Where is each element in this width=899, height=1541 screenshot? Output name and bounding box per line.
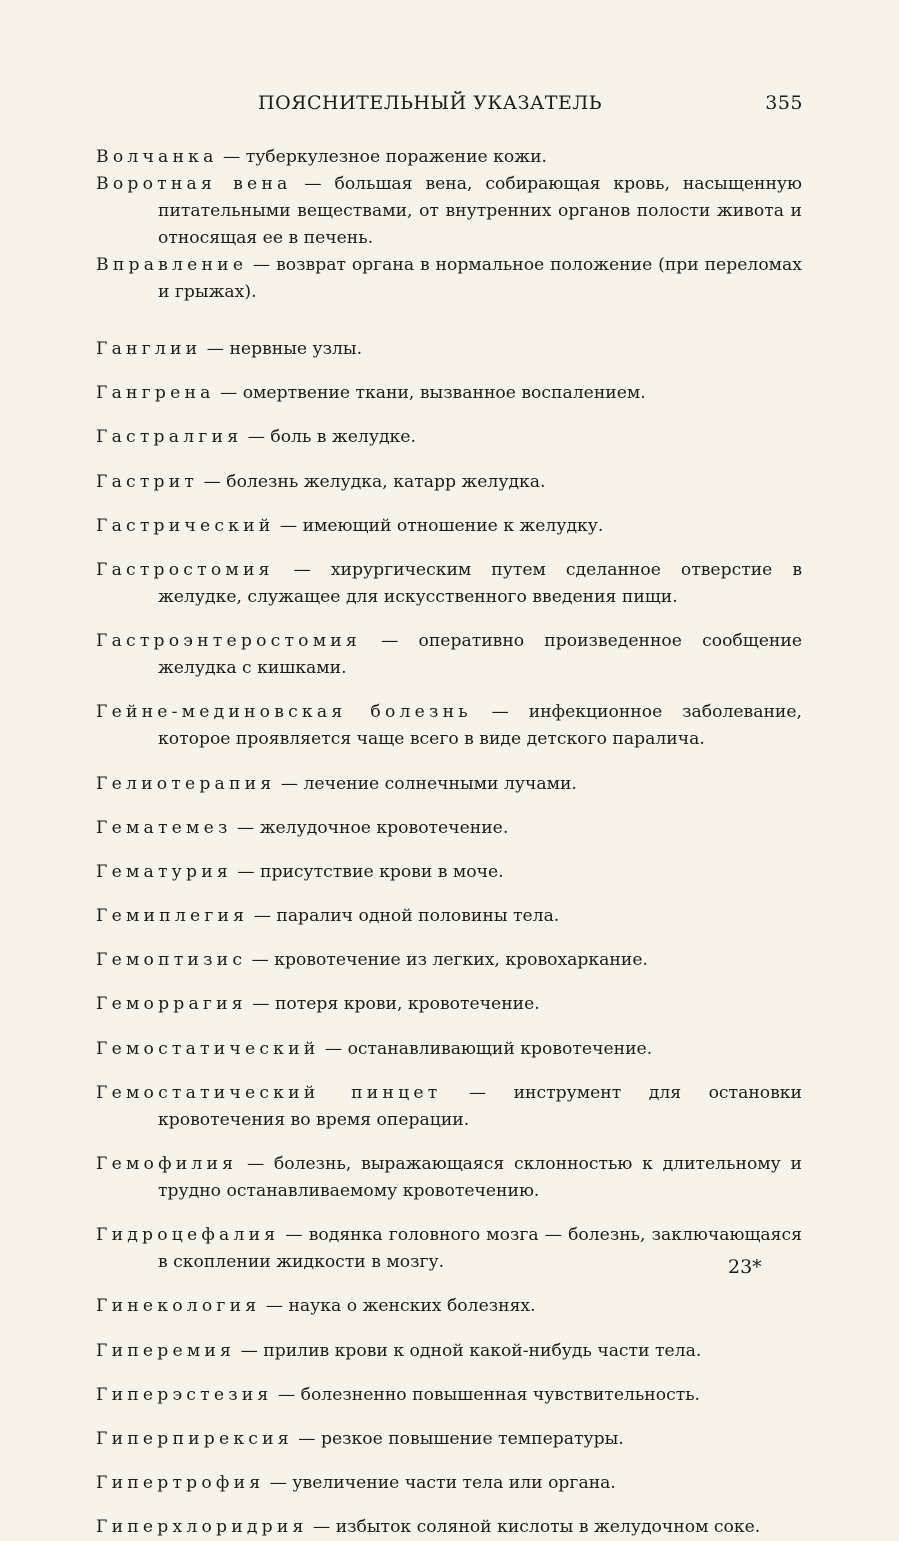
signature-mark: 23* — [728, 1256, 762, 1278]
glossary-entry: Гематемез — желудочное кровотечение. — [96, 817, 509, 838]
entry-definition: наука о женских болезнях. — [288, 1296, 536, 1317]
entry-definition: избыток соляной кислоты в желудочном соке. — [335, 1517, 761, 1538]
glossary-entry: Гематурия — присутствие крови в моче. — [96, 861, 504, 882]
entry-definition: болезнь желудка, катарр желудка. — [226, 471, 546, 492]
entry-definition: водянка головного мозга — болезнь, заключающаяся в скоплении жидкости в мозгу. — [158, 1225, 802, 1273]
entry-definition: инфекционное заболевание, которое проявляется чаще всего в виде детского паралича. — [158, 702, 802, 750]
glossary-entry: Гинекология — наука о женских болезнях. — [96, 1296, 536, 1317]
entry-definition: паралич одной половины тела. — [276, 906, 560, 927]
entry-term: Гемостатический — [96, 1038, 320, 1059]
entry-definition: останавливающий кровотечение. — [347, 1038, 653, 1059]
glossary-entry: Гастрический — имеющий отношение к желудку. — [96, 515, 604, 536]
glossary-entry: Гипертрофия — увеличение части тела или органа. — [96, 1473, 616, 1494]
entry-definition: резкое повышение температуры. — [320, 1428, 624, 1449]
entry-term: Гемофилия — [96, 1154, 238, 1174]
entry-term: Геморрагия — [96, 994, 247, 1015]
entry-definition: туберкулезное поражение кожи. — [245, 147, 547, 167]
glossary-entry: Гемостатический пинцет — инструмент для остановки кровотечения во время операции. — [96, 1082, 802, 1130]
entry-term: Гематурия — [96, 861, 232, 882]
glossary-entry: Гемоптизис — кровотечение из легких, кровохаркание. — [96, 950, 648, 971]
entry-definition: болезнь, выражающаяся склонностью к длительному и трудно останавливаемому кровотечению. — [158, 1154, 802, 1201]
entry-term: Вправление — [96, 255, 248, 275]
entry-term: Гастростомия — [96, 559, 274, 580]
glossary-entry: Волчанка — туберкулезное поражение кожи. — [96, 147, 547, 167]
entry-definition: присутствие крови в моче. — [260, 861, 504, 882]
glossary-entry: Гастроэнтеростомия — оперативно произведенное сообщение желудка с кишками. — [96, 631, 802, 679]
page-number: 355 — [765, 92, 803, 114]
entry-definition: лечение солнечными лучами. — [303, 773, 577, 794]
entry-term: Гинекология — [96, 1296, 261, 1317]
glossary-entry: Гемостатический — останавливающий кровотечение. — [96, 1038, 653, 1059]
glossary-entry: Воротная вена — большая вена, собирающая кровь, насыщенную питательными веществами, от внутренних органов полости живота и относящая ее в печень. — [96, 174, 802, 248]
glossary-entry: Ганглии — нервные узлы. — [96, 339, 363, 359]
entry-term: Гемостатический пинцет — [96, 1082, 442, 1103]
entry-term: Гидроцефалия — [96, 1225, 280, 1246]
entry-definition: боль в желудке. — [270, 427, 416, 448]
entry-definition: оперативно произведенное сообщение желудка с кишками. — [158, 631, 802, 679]
glossary-entry: Гелиотерапия — лечение солнечными лучами. — [96, 773, 577, 794]
glossary-entry: Гастрит — болезнь желудка, катарр желудка. — [96, 471, 546, 492]
entry-definition: омертвение ткани, вызванное воспалением. — [242, 383, 646, 404]
entry-definition: кровотечение из легких, кровохаркание. — [274, 950, 648, 971]
entry-term: Гастрический — [96, 515, 275, 536]
entry-term: Ганглии — [96, 339, 202, 359]
glossary-entries — [96, 144, 802, 1541]
entry-definition: потеря крови, кровотечение. — [274, 994, 540, 1015]
glossary-entry: Гиперемия — прилив крови к одной какой-нибудь части тела. — [96, 1340, 702, 1361]
glossary-entry: Гиперпирексия — резкое повышение температуры. — [96, 1428, 624, 1449]
entry-term: Воротная вена — [96, 174, 292, 194]
entry-term: Гастралгия — [96, 427, 243, 448]
glossary-entry: Гемиплегия — паралич одной половины тела. — [96, 906, 560, 927]
glossary-entry: Гемофилия — болезнь, выражающаяся склонностью к длительному и трудно останавливаемому кровотечению. — [96, 1154, 802, 1201]
entry-definition: увеличение части тела или органа. — [292, 1473, 616, 1494]
glossary-entry: Геморрагия — потеря крови, кровотечение. — [96, 994, 540, 1015]
glossary-entry: Гангрена — омертвение ткани, вызванное воспалением. — [96, 383, 646, 404]
entry-definition: имеющий отношение к желудку. — [302, 515, 604, 536]
entry-definition: желудочное кровотечение. — [259, 817, 509, 838]
entry-term: Гангрена — [96, 383, 215, 404]
glossary-entry: Гастралгия — боль в желудке. — [96, 427, 416, 448]
entry-term: Гейне-мединовская болезнь — [96, 702, 472, 723]
glossary-entry: Гиперэстезия — болезненно повышенная чувствительность. — [96, 1384, 701, 1405]
glossary-entry: Гиперхлоридрия — избыток соляной кислоты в желудочном соке. — [96, 1517, 761, 1538]
entry-definition: нервные узлы. — [229, 339, 363, 359]
entry-definition: болезненно повышенная чувствительность. — [300, 1384, 701, 1405]
entry-term: Гемоптизис — [96, 950, 247, 971]
entry-term: Гиперэстезия — [96, 1384, 273, 1405]
entry-term: Гематемез — [96, 817, 232, 838]
entry-definition: хирургическим путем сделанное отверстие в желудке, служащее для искусственного введения пищи. — [158, 559, 802, 607]
entry-definition: возврат органа в нормальное положение (при переломах и грыжах). — [158, 255, 802, 302]
glossary-entry: Гидроцефалия — водянка головного мозга — болезнь, заключающаяся в скоплении жидкости в мозгу. — [96, 1225, 802, 1273]
entry-term: Гемиплегия — [96, 906, 249, 927]
entry-term: Гастроэнтеростомия — [96, 631, 361, 652]
running-head — [258, 92, 803, 114]
glossary-entry: Гейне-мединовская болезнь — инфекционное заболевание, которое проявляется чаще всего в виде детского паралича. — [96, 702, 802, 750]
entry-term: Гиперхлоридрия — [96, 1517, 308, 1538]
entry-term: Гиперемия — [96, 1340, 236, 1361]
entry-definition: инструмент для остановки кровотечения во время операции. — [158, 1082, 802, 1130]
entry-term: Волчанка — [96, 147, 218, 167]
entry-term: Гастрит — [96, 471, 199, 492]
entry-term: Гиперпирексия — [96, 1428, 293, 1449]
entry-term: Гипертрофия — [96, 1473, 265, 1494]
glossary-entry: Гастростомия — хирургическим путем сделанное отверстие в желудке, служащее для искусственного введения пищи. — [96, 559, 802, 607]
entry-definition: прилив крови к одной какой-нибудь части тела. — [263, 1340, 702, 1361]
glossary-entry: Вправление — возврат органа в нормальное положение (при переломах и грыжах). — [96, 255, 802, 302]
entry-definition: большая вена, собирающая кровь, насыщенную питательными веществами, от внутренних органов полости живота и относящая ее в печень. — [158, 174, 802, 248]
entry-term: Гелиотерапия — [96, 773, 276, 794]
page-title: ПОЯСНИТЕЛЬНЫЙ УКАЗАТЕЛЬ — [258, 92, 602, 114]
